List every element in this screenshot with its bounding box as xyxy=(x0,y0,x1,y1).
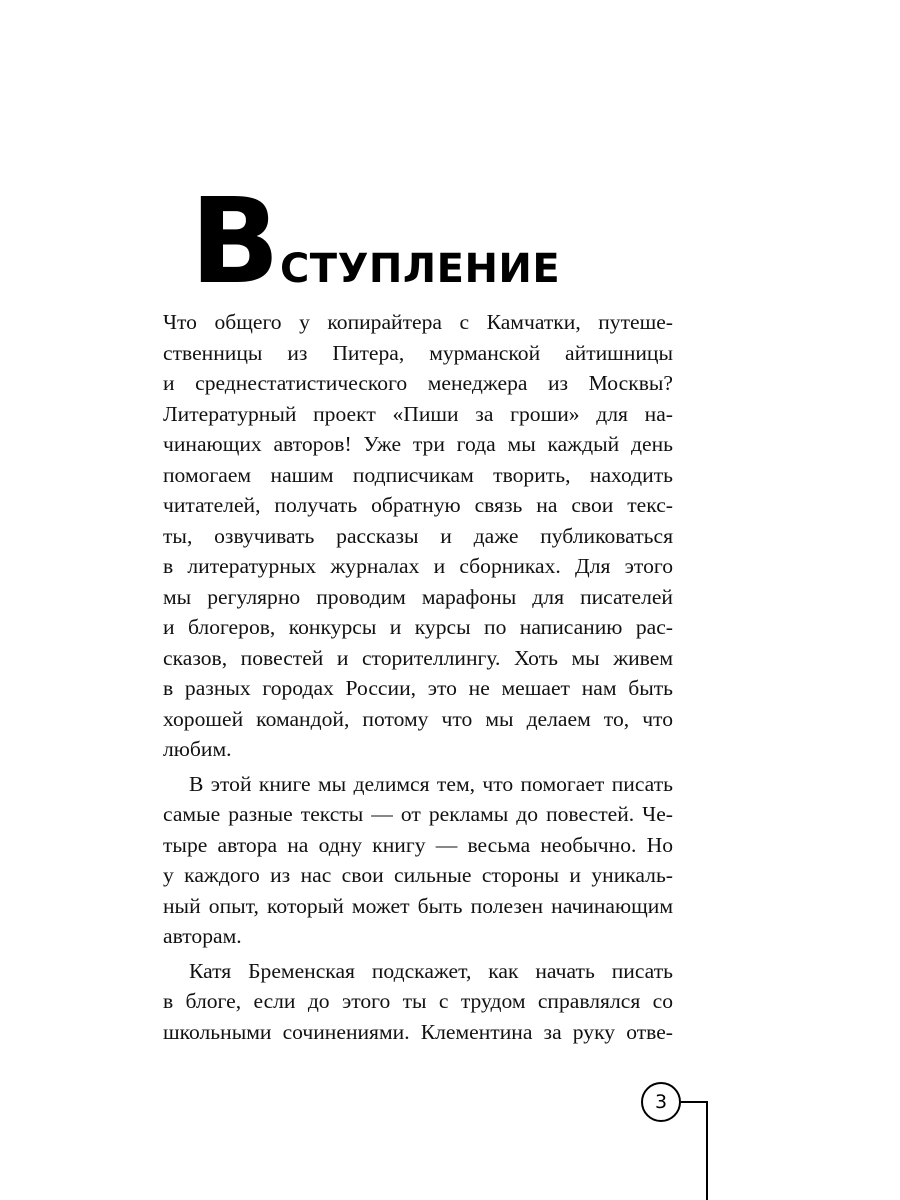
text-line: любим. xyxy=(163,737,232,761)
text-line: у каждого из нас свои сильные стороны и уникаль- xyxy=(163,863,673,887)
text-line: и среднестатистического менеджера из Москвы? xyxy=(163,371,673,395)
text-line: ственницы из Питера, мурманской айтишницы xyxy=(163,340,673,365)
chapter-title-rest: СТУПЛЕНИЕ xyxy=(279,246,561,292)
text-line: помогаем нашим подписчикам творить, находить xyxy=(163,462,673,487)
text-line: В этой книге мы делимся тем, что помогает писать xyxy=(189,771,673,796)
chapter-title xyxy=(190,172,561,310)
text-line: в литературных журналах и сборниках. Для этого xyxy=(163,554,673,578)
text-line: и блогеров, конкурсы и курсы по написанию рас- xyxy=(163,615,673,639)
page-marker-vertical-line xyxy=(706,1101,708,1200)
chapter-title-dropcap: В xyxy=(190,172,278,310)
text-line: в разных городах России, это не мешает нам быть xyxy=(163,676,673,700)
text-line: Катя Бременская подскажет, как начать писать xyxy=(189,958,673,983)
page-number: 3 xyxy=(654,1091,668,1113)
page-number-circle xyxy=(641,1082,681,1122)
text-line: самые разные тексты — от рекламы до повестей. Че- xyxy=(163,802,673,826)
text-line: Что общего у копирайтера с Камчатки, путеше- xyxy=(163,310,673,334)
text-line: в блоге, если до этого ты с трудом справлялся со xyxy=(163,989,673,1013)
text-line: ный опыт, который может быть полезен начинающим xyxy=(163,893,673,918)
text-line: чинающих авторов! Уже три года мы каждый день xyxy=(163,432,673,456)
text-line: хорошей командой, потому что мы делаем то, что xyxy=(163,706,673,731)
text-line: школьными сочинениями. Клементина за руку отве- xyxy=(163,1019,673,1044)
text-line: Литературный проект «Пиши за гроши» для на- xyxy=(163,401,673,426)
text-line: читателей, получать обратную связь на свои текс- xyxy=(163,493,673,517)
page-marker-horizontal-line xyxy=(681,1101,708,1103)
page-number-marker xyxy=(641,1082,711,1200)
text-line: тыре автора на одну книгу — весьма необычно. Но xyxy=(163,832,673,857)
text-line: ты, озвучивать рассказы и даже публиковаться xyxy=(163,523,673,548)
text-line: мы регулярно проводим марафоны для писателей xyxy=(163,584,673,609)
body-text xyxy=(163,307,673,1047)
text-line: авторам. xyxy=(163,924,242,948)
text-line: сказов, повестей и сторителлингу. Хоть мы живем xyxy=(163,645,673,670)
